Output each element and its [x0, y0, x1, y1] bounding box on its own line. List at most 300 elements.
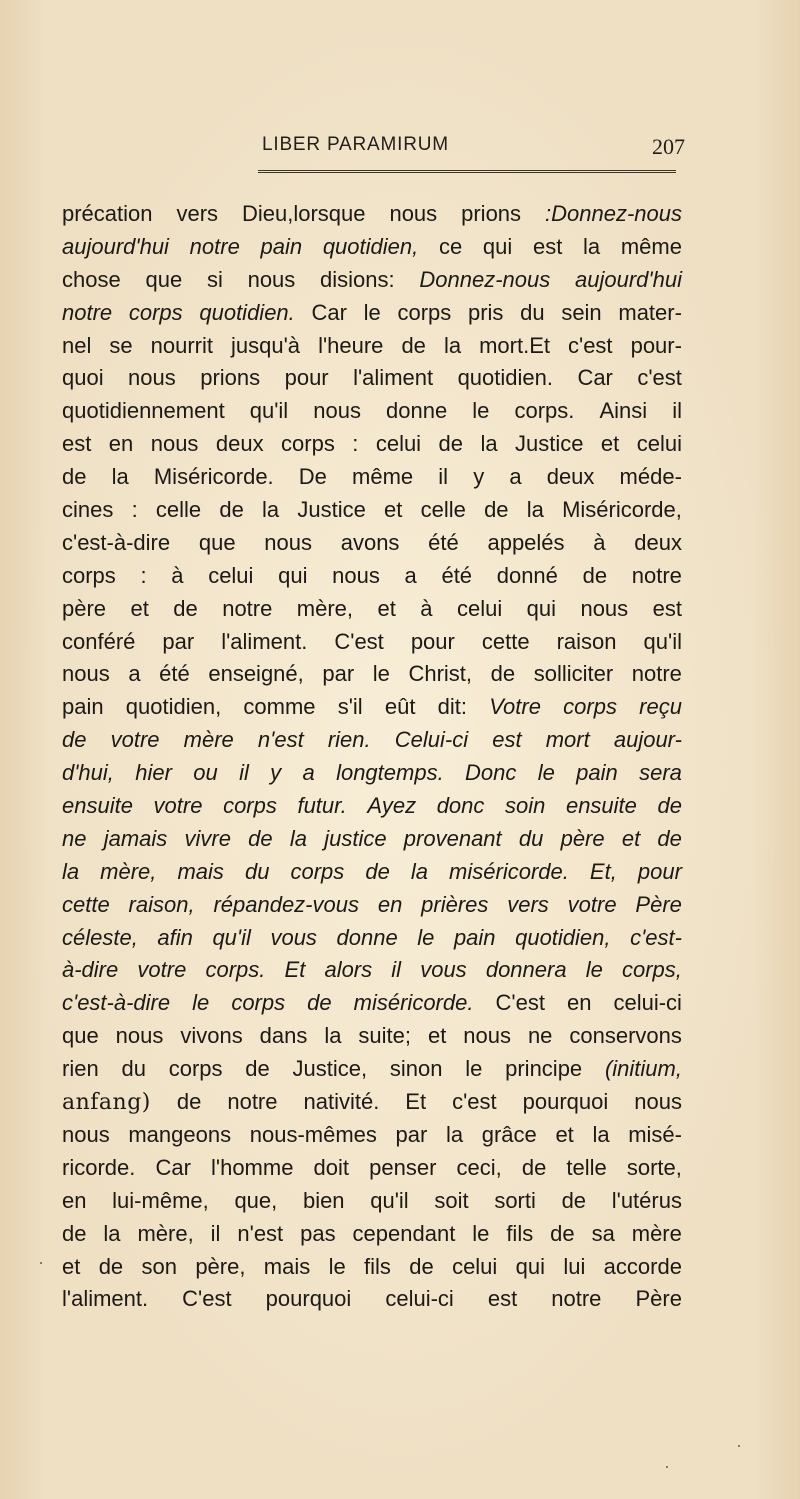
word: méde- [619, 464, 682, 490]
word: a [302, 760, 315, 786]
word: a [128, 661, 141, 687]
word: du [518, 825, 544, 851]
word: notre [551, 1286, 602, 1312]
word: c'est [568, 332, 613, 358]
word: Celui-ci [394, 727, 469, 753]
word: deux [546, 464, 595, 490]
word: et [600, 431, 620, 457]
word: ceci, [456, 1154, 502, 1180]
word: C'est [334, 628, 384, 654]
text-line [62, 1218, 682, 1251]
text-line [62, 987, 682, 1020]
word: de [62, 727, 87, 753]
word: deux [634, 529, 682, 555]
word: la [324, 1023, 342, 1049]
word: celui [636, 431, 682, 457]
word: penser [369, 1154, 437, 1180]
word: le [537, 760, 555, 786]
word: justice [324, 825, 387, 851]
word: sorte, [626, 1154, 682, 1180]
word: de [62, 464, 87, 490]
word: Votre [489, 694, 541, 720]
word: cependant [352, 1220, 456, 1246]
word: la [62, 858, 80, 884]
text-line [62, 1053, 682, 1086]
word: mangeons [128, 1121, 232, 1147]
word: deux [215, 431, 264, 457]
word: Et [284, 957, 306, 983]
word: donnera [485, 957, 567, 983]
word: raison, [128, 891, 195, 917]
word: : [352, 431, 359, 457]
word: nous [128, 365, 176, 391]
word: vers [176, 201, 219, 226]
word: que [62, 1023, 99, 1049]
word: son [141, 1253, 177, 1279]
word: ne [527, 1023, 553, 1049]
word: de [173, 595, 198, 621]
word: le [472, 398, 490, 424]
word: pain [576, 760, 618, 786]
word: le [465, 1056, 483, 1082]
word: quotidien, [322, 233, 419, 259]
word: et [130, 595, 149, 621]
word: reçu [639, 694, 682, 720]
word: de [561, 1187, 587, 1213]
word: du [520, 299, 545, 325]
word: c'est [452, 1089, 497, 1115]
text-line [62, 856, 682, 889]
word: fils [364, 1253, 391, 1279]
word: à [420, 595, 433, 621]
word: c'est-à-dire [62, 990, 171, 1016]
word: y [473, 464, 485, 490]
word: cines [62, 497, 114, 523]
word: et [621, 825, 641, 851]
word: lui-même, [112, 1187, 209, 1213]
word: père [62, 595, 107, 621]
word: en [377, 891, 403, 917]
word: il [210, 1220, 221, 1246]
word: miséricorde. [449, 858, 569, 884]
text-line [62, 626, 682, 659]
word: alors [324, 957, 373, 983]
text-line [62, 1185, 682, 1218]
word: telle [566, 1154, 607, 1180]
word: Miséricorde, [562, 497, 682, 523]
word: misé- [628, 1121, 682, 1147]
word: Car [311, 299, 347, 325]
word: fils [506, 1220, 534, 1246]
word: Car [155, 1154, 191, 1180]
word: à [593, 529, 606, 555]
word: dans [259, 1023, 308, 1049]
word: miséricorde. [353, 990, 474, 1016]
word: est [652, 595, 682, 621]
word: la [592, 1121, 610, 1147]
word: le [472, 1220, 490, 1246]
word: qu'il [370, 1187, 409, 1213]
word: corps [223, 793, 277, 819]
word: du [121, 1056, 146, 1082]
word: et [62, 1253, 81, 1279]
word: du [244, 858, 270, 884]
word: pourquoi [522, 1089, 609, 1115]
word: corps. [205, 957, 266, 983]
text-line [62, 889, 682, 922]
word: vivre [184, 825, 231, 851]
word: l'heure [318, 332, 384, 358]
word: rien [62, 1056, 99, 1082]
word: votre [153, 793, 203, 819]
word: vous [420, 957, 467, 983]
word: ce [438, 233, 463, 259]
word: celle [155, 497, 202, 523]
word: nous [150, 431, 199, 457]
word: appelés [487, 529, 565, 555]
word: de [657, 793, 682, 819]
word: corps [62, 562, 116, 588]
word: corps [290, 858, 345, 884]
text-line [62, 527, 682, 560]
word: père [560, 825, 605, 851]
word: à [171, 562, 184, 588]
word: prions [461, 201, 522, 226]
word: la [445, 1121, 464, 1147]
word: dit: [437, 694, 468, 720]
word: nourrit [150, 332, 213, 358]
word: celui-ci [613, 990, 682, 1016]
word: aujourd'hui [575, 266, 682, 292]
paper-speck [738, 1445, 740, 1447]
text-line [62, 231, 682, 264]
word: jamais [103, 825, 168, 851]
word: enseigné, [208, 661, 304, 687]
word: solliciter [533, 661, 614, 687]
word: la [526, 497, 544, 523]
word: (initium, [604, 1056, 682, 1082]
word: quotidien. [199, 299, 295, 325]
word: afin [157, 924, 193, 950]
word: est [492, 727, 522, 753]
word: pain [453, 924, 496, 950]
word: celui [456, 595, 503, 621]
word: le [417, 924, 435, 950]
word: ricorde. [62, 1154, 136, 1180]
word: nous-mêmes [249, 1121, 377, 1147]
word: votre [137, 957, 187, 983]
word: que [198, 529, 236, 555]
word: céleste, [62, 924, 138, 950]
word: l'aliment. [221, 628, 308, 654]
word: celui-ci [385, 1286, 454, 1312]
word: de [484, 497, 509, 523]
word: été [441, 562, 473, 588]
word: même [352, 464, 414, 490]
word: notre [631, 562, 682, 588]
word: rien. [327, 727, 371, 753]
word: la [111, 464, 129, 490]
text-line [62, 790, 682, 823]
word: mort.Et [479, 332, 550, 358]
word: raison [556, 628, 617, 654]
word: pour [637, 858, 682, 884]
word: en [566, 990, 592, 1016]
word: ensuite [565, 793, 637, 819]
word: de [62, 1220, 87, 1246]
word: Ainsi [599, 398, 648, 424]
word: nous [62, 1121, 110, 1147]
word: et [377, 595, 396, 621]
word: à-dire [62, 957, 119, 983]
word: de [490, 661, 516, 687]
word: c'est-à-dire [62, 529, 171, 555]
word: mère [183, 727, 234, 753]
word: mais [263, 1253, 311, 1279]
word: :Donnez-nous [545, 201, 682, 226]
word: qui [515, 1253, 545, 1279]
word: bien [302, 1187, 345, 1213]
word: pour- [630, 332, 682, 358]
word: celui [452, 1253, 498, 1279]
word: conservons [569, 1023, 682, 1049]
word: la [443, 332, 462, 358]
word: quotidien, [515, 924, 611, 950]
word: pris [467, 299, 504, 325]
word: c'est- [630, 924, 682, 950]
word: de [307, 990, 332, 1016]
word: l'aliment [353, 365, 434, 391]
text-line [62, 428, 682, 461]
word: provenant [403, 825, 502, 851]
word: mère, [296, 595, 354, 621]
text-line [62, 954, 682, 987]
word: quotidien, [125, 694, 222, 720]
word: il [438, 464, 449, 490]
word: principe [505, 1056, 583, 1082]
word: corps [168, 1056, 223, 1082]
word: grâce [481, 1121, 537, 1147]
text-line [62, 1283, 682, 1316]
word: sinon [389, 1056, 443, 1082]
word: vers [507, 891, 549, 917]
word: ne [62, 825, 87, 851]
word: soin [505, 793, 546, 819]
word: Père [635, 891, 682, 917]
word: donne [336, 924, 398, 950]
word: nativité. [303, 1089, 380, 1115]
word: qui [526, 595, 557, 621]
word: c'est [637, 365, 682, 391]
word: futur. [297, 793, 347, 819]
word: nous [580, 595, 629, 621]
word: est [532, 233, 563, 259]
word: qui [278, 562, 308, 588]
text-line [62, 330, 682, 363]
word: de [219, 497, 244, 523]
text-line [62, 1251, 682, 1284]
word: comme [243, 694, 316, 720]
word: pain [62, 694, 104, 720]
word: longtemps. [336, 760, 444, 786]
word: notre [189, 233, 240, 259]
word: le [585, 957, 603, 983]
word: prières [421, 891, 489, 917]
word: : [140, 562, 147, 588]
text-line [62, 494, 682, 527]
word: corps [281, 431, 335, 457]
word: que [145, 266, 183, 292]
word: notre [62, 299, 113, 325]
word: donc [436, 793, 485, 819]
word: donné [496, 562, 558, 588]
word: répandez-vous [213, 891, 359, 917]
word: de [657, 825, 682, 851]
text-line [62, 724, 682, 757]
word: notre [631, 661, 682, 687]
word: aujourd'hui [62, 233, 169, 259]
word: la [103, 1220, 121, 1246]
text-line [62, 757, 682, 790]
running-title: LIBER PARAMIRUM [262, 134, 449, 155]
word: de [438, 431, 463, 457]
word: votre [110, 727, 160, 753]
word: père, [195, 1253, 246, 1279]
word: nous [389, 201, 438, 226]
word: disions: [320, 266, 395, 292]
word: mater- [618, 299, 682, 325]
word: Et [405, 1089, 427, 1115]
header-rule [258, 170, 676, 173]
word: est [62, 431, 92, 457]
word: sa [591, 1220, 615, 1246]
word: corps, [621, 957, 682, 983]
text-line [62, 1020, 682, 1053]
word: notre [227, 1089, 278, 1115]
word: et [384, 497, 403, 523]
word: corps [563, 694, 617, 720]
paper-speck [666, 1466, 668, 1468]
word: conféré [62, 628, 136, 654]
body-text [62, 198, 682, 1316]
word: mais [177, 858, 224, 884]
word: la [480, 431, 498, 457]
word: nous [332, 562, 380, 588]
word: doit [313, 1154, 350, 1180]
word: vous [270, 924, 317, 950]
word: celui [375, 431, 422, 457]
text-line [62, 362, 682, 395]
word: si [206, 266, 223, 292]
word: s'il [337, 694, 363, 720]
word: a [509, 464, 522, 490]
word: mère, [100, 858, 157, 884]
word: accorde [603, 1253, 682, 1279]
word: de [582, 562, 608, 588]
word: nous [264, 529, 312, 555]
text-line [62, 1119, 682, 1152]
word: de [248, 825, 273, 851]
word: par [395, 1121, 428, 1147]
word: qui [482, 233, 513, 259]
word: pour [410, 628, 455, 654]
word: de [245, 1056, 270, 1082]
word: il [672, 398, 682, 424]
word: Christ, [408, 661, 473, 687]
word: pourquoi [265, 1286, 352, 1312]
word: Père [635, 1286, 682, 1312]
word: corps. [514, 398, 575, 424]
word: y [270, 760, 282, 786]
word: nous [62, 661, 110, 687]
word: de [98, 1253, 124, 1279]
word: précation [62, 201, 153, 226]
word: nel [62, 332, 92, 358]
word: nous [115, 1023, 164, 1049]
word: la [583, 233, 601, 259]
word: de [365, 858, 390, 884]
word: Justice, [292, 1056, 368, 1082]
word: pain [260, 233, 303, 259]
word: pour [284, 365, 329, 391]
word: mère [631, 1220, 682, 1246]
word: hier [135, 760, 172, 786]
text-line [62, 1152, 682, 1185]
word: en [108, 431, 134, 457]
word: vivons [180, 1023, 243, 1049]
word: et [555, 1121, 574, 1147]
word: été [159, 661, 190, 687]
text-line [62, 560, 682, 593]
word: de [409, 1253, 434, 1279]
word: cette [481, 628, 530, 654]
word: Miséricorde. [153, 464, 274, 490]
word: corps [231, 990, 286, 1016]
word: qu'il [249, 398, 289, 424]
word: il [391, 957, 402, 983]
word: le [363, 299, 381, 325]
word: l'homme [211, 1154, 294, 1180]
text-line [62, 198, 682, 231]
word: pas [300, 1220, 336, 1246]
word: se [109, 332, 133, 358]
word: C'est [495, 990, 545, 1016]
word: Donnez-nous [419, 266, 551, 292]
word: l'aliment. [62, 1286, 149, 1312]
word: il [239, 760, 249, 786]
word: de [401, 332, 426, 358]
text-line [62, 1086, 682, 1119]
word: eût [384, 694, 416, 720]
word: notre [222, 595, 273, 621]
word: corps [397, 299, 452, 325]
word: que, [234, 1187, 278, 1213]
word: de [550, 1220, 575, 1246]
text-line [62, 297, 682, 330]
word: : [131, 497, 138, 523]
word: et [427, 1023, 447, 1049]
word: votre [567, 891, 617, 917]
word: nous [247, 266, 296, 292]
page-number: 207 [652, 134, 685, 159]
word: par [322, 661, 355, 687]
word: quotidien. [457, 365, 553, 391]
word: Et, [589, 858, 617, 884]
text-line [62, 658, 682, 691]
word: de [176, 1089, 202, 1115]
word: d'hui, [62, 760, 114, 786]
text-line [62, 395, 682, 428]
